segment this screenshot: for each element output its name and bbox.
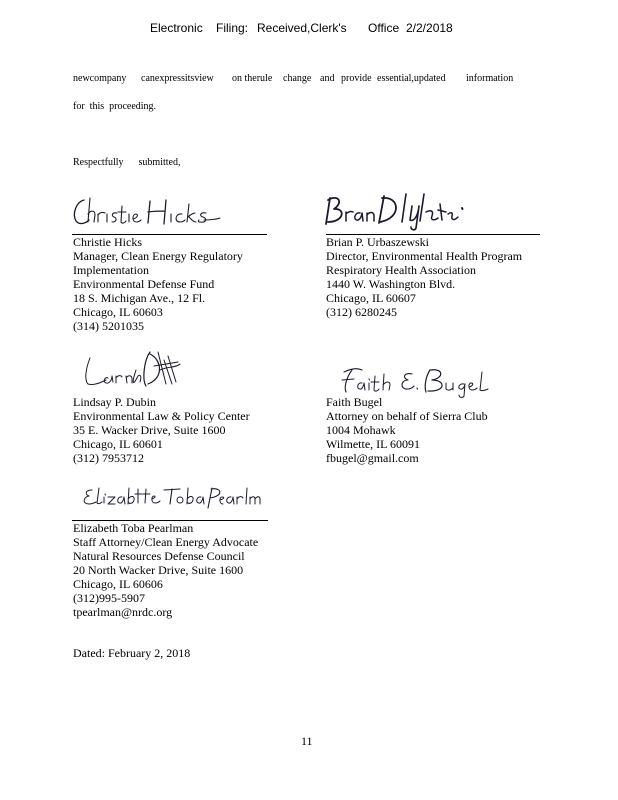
page-number: 11	[301, 734, 313, 748]
signatory-title: Staff Attorney/Clean Energy Advocate	[73, 535, 259, 549]
word: newcompany	[73, 73, 127, 84]
signatory-name: Christie Hicks	[73, 235, 142, 249]
signatory-address: 1440 W. Washington Blvd.	[326, 277, 456, 291]
signatory-phone: (312) 7953712	[73, 451, 144, 465]
signature-faith-bugel	[338, 364, 498, 398]
header-part: Office	[368, 21, 400, 35]
word: on therule	[232, 73, 273, 84]
word: canexpressitsview	[141, 73, 214, 84]
header-part: Filing:	[216, 21, 249, 35]
signatory-organization: Environmental Defense Fund	[73, 277, 215, 291]
signatory-name: Lindsay P. Dubin	[73, 395, 157, 409]
word: provide	[341, 73, 372, 84]
dated-line: Dated: February 2, 2018	[73, 646, 191, 660]
signatory-title: Director, Environmental Health Program	[326, 249, 523, 263]
signatory-city: Chicago, IL 60606	[73, 577, 163, 591]
signature-elizabeth-pearlman	[80, 484, 265, 512]
signatory-email: tpearlman@nrdc.org	[73, 605, 173, 619]
signature-lindsay-dubin	[80, 346, 190, 396]
closing-text: Respectfully submitted,	[73, 157, 181, 168]
signatory-address: 35 E. Wacker Drive, Suite 1600	[73, 423, 226, 437]
word: change	[283, 73, 312, 84]
signatory-phone: (312)995-5907	[73, 591, 145, 605]
header-part: Electronic	[150, 21, 203, 35]
signatory-address: 1004 Mohawk	[326, 423, 396, 437]
signatory-title: Manager, Clean Energy Regulatory	[73, 249, 243, 263]
signatory-address: 20 North Wacker Drive, Suite 1600	[73, 563, 244, 577]
header-date: 2/2/2018	[406, 21, 453, 35]
signatory-city: Wilmette, IL 60091	[326, 437, 421, 451]
signatory-city: Chicago, IL 60601	[73, 437, 163, 451]
signatory-title: Implementation	[73, 263, 149, 277]
signatory-organization: Environmental Law & Policy Center	[73, 409, 250, 423]
word: essential,updated	[377, 73, 446, 84]
signatory-block-pearlman	[73, 521, 268, 619]
header-part: Received,Clerk's	[257, 21, 347, 35]
body-line-2: for this proceeding.	[73, 101, 157, 112]
signatory-block-urbaszewski	[326, 235, 540, 319]
signatory-email: fbugel@gmail.com	[326, 451, 419, 465]
signatory-organization: Respiratory Health Association	[326, 263, 476, 277]
signature-brian-urbaszewski	[322, 190, 472, 232]
signatory-city: Chicago, IL 60607	[326, 291, 416, 305]
signatory-block-dubin	[73, 395, 268, 465]
signatory-name: Faith Bugel	[326, 395, 383, 409]
signature-christie-hicks	[70, 194, 230, 234]
signatory-phone: (314) 5201035	[73, 319, 144, 333]
word: and	[320, 73, 335, 84]
word: information	[466, 73, 514, 84]
signatory-title: Attorney on behalf of Sierra Club	[326, 409, 488, 423]
signatory-address: 18 S. Michigan Ave., 12 Fl.	[73, 291, 206, 305]
signatory-block-bugel	[326, 395, 540, 465]
signatory-block-hicks	[73, 235, 268, 333]
signatory-organization: Natural Resources Defense Council	[73, 549, 245, 563]
signatory-city: Chicago, IL 60603	[73, 305, 163, 319]
signatory-phone: (312) 6280245	[326, 305, 397, 319]
signatory-name: Brian P. Urbaszewski	[326, 235, 429, 249]
signatory-name: Elizabeth Toba Pearlman	[73, 521, 194, 535]
